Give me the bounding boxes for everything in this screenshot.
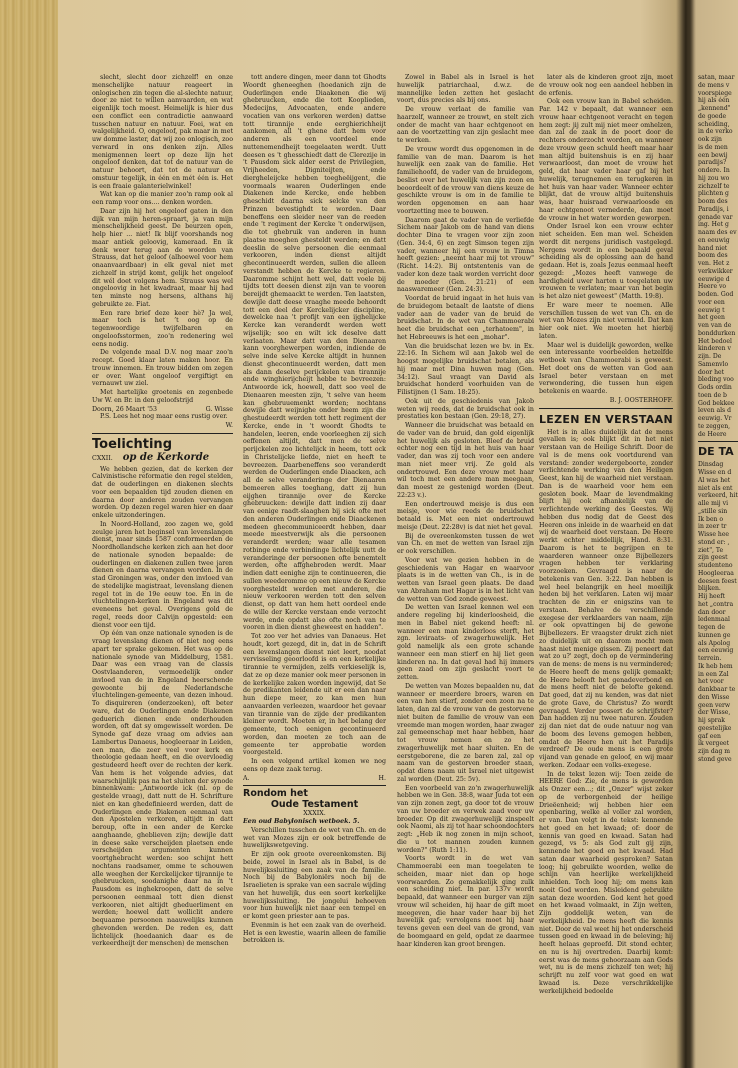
paragraph: Ook een vrouw kan in Babel scheiden. Par. 142 v bepaalt, dat wanneer een vrouw haar echtgenoot veracht en tegen hem zegt: jij zult mij niet meer omhelzen, dan zal de zaak in de poort door de rechters onderzocht worden, en wanneer deze vrouw geen schuld heeft maar haar man altijd buitenshuis is en zij haar verwaarloost, dan moet de vrouw het geld, dat haar vader haar gaf bij het huwelijk, terugnemen en terugkeren in het huis van haar vader. Wanneer echter blijkt, dat de vrouw altijd buitenshuis was, haar huisraad verwaarloosde en haar echtgenoot vernederde, dan moet de vrouw in het water worden geworpen. xyxy=(539,98,673,222)
line: ven. Het z xyxy=(698,260,730,267)
line: zijn. De xyxy=(698,353,722,360)
line: ven van de xyxy=(698,322,732,329)
line: als Apolog xyxy=(698,639,731,647)
line: gaf een xyxy=(698,732,721,740)
column-2 xyxy=(243,74,386,1059)
article-signoff xyxy=(243,775,386,783)
article-kicker: Een oud Babylonisch wetboek. 5. xyxy=(243,818,360,825)
signoff-name: G. Wisse xyxy=(205,405,233,413)
line: boom des xyxy=(698,198,728,205)
line: en eeuwig xyxy=(698,236,730,244)
column-3 xyxy=(397,74,534,1059)
paragraph: De volgende maal D.V. nog maar zoo'n recept. Goed klaar laten maken hoor. En trouw innemen. En trouw bidden om zegen er over. Want ongeloof vergiftigt en vernauwt uw ziel. xyxy=(92,349,233,388)
article-subheading xyxy=(92,451,233,463)
paragraph: Er ware meer te noemen. Alle verschillen tussen de wet van Ch. en de wet van Mozes zijn niet vermeld. Dat kan hier ook niet. We moeten het hierbij laten. xyxy=(539,301,673,340)
line: de goede xyxy=(698,112,727,120)
line: stond er: , xyxy=(698,538,730,546)
line: het geen xyxy=(698,314,725,322)
signoff-place-date: Doorn, 26 Maart '53 xyxy=(92,405,157,413)
line: hij als één xyxy=(698,97,730,105)
line: der Wisse, xyxy=(698,709,731,717)
line: toen de b xyxy=(698,391,727,399)
paragraph: Een voorbeeld van zo'n zwagerhuwelijk hebben we in Gen. 38:8, waar Juda tot een van zijn zonen zegt, ga door tot de vrouw van uw broeder en verwek zaad voor uw broeder. Op dit zwagerhuwelijk zinspeelt ook Naomi, als zij tot haar schoondochters zegt: „Heb ik nog zonen in mijn schoot, die u tot mannen zouden kunnen worden?" (Ruth 1:11). xyxy=(397,784,534,854)
paragraph: Daarom gaat de vader van de verliefde Sichem naar Jakob om de hand van diens dochter Dina te vragen voor zijn zoon (Gen. 34:4, 6) en zegt Simson tegen zijn vader, wanneer hij een vrouw in Timna heeft gezien: „neemt haar mij tot vrouw" (Richt. 14:2). Bij ontstentenis van de vader kon deze taak worden verricht door de moeder (Gen. 21:21) of een naaswaremeer (Gen. 24:3). xyxy=(397,216,534,294)
line: „stille sin xyxy=(698,507,728,515)
article-title-lezen-en-verstaan: LEZEN EN VERSTAAN xyxy=(539,412,673,426)
line: alle mij vi xyxy=(698,500,729,507)
column-4 xyxy=(539,74,673,1059)
signoff-initial-left: A. xyxy=(243,774,250,782)
paragraph: Een rare brief deze keer hè? Ja wel, maar toch is het ’t oog op de tegenwoordige twijfelbaren en ongeloofsstormen, zoo'n redenering wel eens nodig. xyxy=(92,309,233,348)
line: verkwikker xyxy=(698,267,733,275)
line: Hij heeft xyxy=(698,593,725,600)
paragraph: Maar wel is duidelijk geworden, welke een interessante voorbeelden hetzelfde wetboek van Chammoerabi is geweest. Het doet ons de wetten van God aan Israel beter verstaan en met verwondering, die tussen hun eigen betekenis en waarde. xyxy=(539,341,673,395)
article-title-partial: DE TA xyxy=(698,445,734,459)
paragraph: later als de kinderen groot zijn, moet de vrouw ook nog een aandeel hebben in de erfenis. xyxy=(539,74,673,97)
paragraph: slecht, slecht door zichzelf! en onze menschelijke natuur reageert in onlogischen zin tegen die al-slechte natuur, door ze niet te willen aanvaarden, en wat eigenlijk toch moest. Heimelijk is hier dus een conflict een contradictie aanwaard tusschen natuur en natuur. Foei, wat en walgelijkheid. O, ongeloof, pak maar in met uw domme laster, dat wij zoo onlogisch, zoo verward in ons denken zijn. Alles menigmennen leert op deze lijn het ongeloof denken, dat tot de natuur van de natuur behoort, dat tot de natuur en omstuur tegelijk, in één en mét één is. Het is een fraaie galanterielwinkel! xyxy=(92,74,233,190)
line: stond geve xyxy=(698,755,732,763)
line: Al was het xyxy=(698,476,731,484)
paragraph: De vrouw verlaat de familie van haarzelf, wanneer ze trouwt, en stelt zich onder de macht van haar echtgenoot en aan de voortzetting van zijn geslacht mee te werken. xyxy=(397,106,534,144)
line: hand niet xyxy=(698,244,728,252)
paragraph: In Noord-Holland, zoo zagen we, gold zeulge jaren het beginsel van levenslangen dienst, maar sinds 1587 conformeerden de Noordhollandsche kerken zich aan het door de nationale synoden bepaalde: de ouderlingen en diakenen zullen twee jaren dienen en daarna vervangen worden. In de stad Groningen was, onder den invloed van de stedelijke magistraat, levenslang dienen regel tot in de 19e eeuw toe. En in de vluchtelingen-kerken in Engeland was dit eveneens het geval. Overigens gold de regel, reeds door Calvijn opgesteld: een dienst voor een tijd. xyxy=(92,520,233,629)
line: Hoogleeraa xyxy=(698,569,734,577)
line: een bewij xyxy=(698,151,728,159)
column-5-partial xyxy=(698,74,738,1059)
letter-signoff xyxy=(92,406,233,414)
line: terrein. xyxy=(698,655,722,662)
line: het „contra xyxy=(698,600,734,608)
line: geestelijke xyxy=(698,724,732,732)
line: dan door xyxy=(698,608,726,616)
line: niet als ent xyxy=(698,484,733,492)
line: het voor xyxy=(698,678,724,686)
line: Samenvlo xyxy=(698,360,729,368)
line: bleding voo xyxy=(698,376,734,384)
paragraph: Wat kan op die manier zoo'n ramp ook al een ramp voor ons.... denken worden. xyxy=(92,191,233,206)
article-title-toelichting: Toelichting xyxy=(92,436,172,452)
line: eeuwige d xyxy=(698,275,730,283)
line: kunnen ge xyxy=(698,631,731,639)
line: studenteno xyxy=(698,562,733,569)
paragraph: Zowel in Babel als in Israel is het huwelijk patriarchaal, d.w.z. de mannelijke leden zetten het geslacht voort, dus precies als bij ons. xyxy=(397,74,534,105)
line: kinderen v xyxy=(698,345,731,353)
line: dankbaar te xyxy=(698,686,736,693)
article-title-oude-testament: Oude Testament xyxy=(270,799,359,811)
line: naam des ev xyxy=(698,229,737,236)
paragraph: Ook uit de geschiedenis van Jakob weten wij reeds, dat de bruidschat ook in prestaties kon bestaan (Gen. 29:18, 27). xyxy=(397,397,534,421)
paragraph: Onder Israel kon een vrouw echter niet scheiden. Een man wel. Scheiden wordt dit nergens juridisch vastgelegd. Nergens wordt in een bepaald geval scheiding als de oplossing aan de hand gedaan. Het is, zoals Jezus eenmaal heeft gezegd: „Mozes heeft vanwege de hardigheid uwer harten u toegelaten uw vrouwen te verlaten; maar van het begin is het alzo niet geweest" (Matth. 19:8). xyxy=(539,223,673,300)
line: Ik ben o xyxy=(698,515,724,523)
line: zijn dag m xyxy=(698,748,731,755)
line: te zeggen, xyxy=(698,422,731,430)
line: eeuwig. Vr xyxy=(698,415,732,422)
line: voor een xyxy=(698,298,725,306)
line: voorspiege xyxy=(698,89,732,97)
line: eeuwig t xyxy=(698,306,725,314)
paragraph: Voorts wordt in de wet van Chammoerabi een man toegelaten te scheiden, maar niet dan op hoge voorwaarden. Zo gemakkelijk ging zulk een scheiding niet. In par. 137v wordt bepaald, dat wanneer een burger van zijn vrouw wil scheiden, hij haar de gift moet meegeven, die haar vader haar bij het huwelijk gaf; vervolgens moet hij haar tevens geven een deel van de grond, van de boomgaard en geld, opdat ze daarmee haar kinderen kan groot brengen. xyxy=(397,855,534,948)
signoff-initial-right: H. xyxy=(378,774,386,782)
line: bonddurken xyxy=(698,329,736,337)
line: boom des xyxy=(698,252,728,260)
line: Het bedoel xyxy=(698,337,732,345)
paragraph: tott andere dingen, meer dann tot Ghodts Woordt gheneeghen (hoedanich zijn de Ouderlingen ende Diaakenen die wij ghebruucken, ende die tott Kooplieden, Medecijns, Advocaaten, ende andere vocatien van ons verkoren werden) dattse tott tirannije ende eerghierichheijt aankomen, all 't ghene datt hem voor anderen als een voordeel ende nuttenemendheijt toegelaaten werdt. Uutt deesen es 't ghesschiedt datt de Clerezije in 't Pausdom sick alder eerst de Privilegien, Vrijheeden, Digniteijten, ende diergheleijcke hebben toegheëijgent, die voormaals waaren Ouderlingen ende Diakenen inde Kercke, ende hebben gheschidt daarna sick selcke van den Prinzen bevestighdt te worden. Daar beneffens een sleider neer van de reeden ende 't regiment der Kercke 't onderwijsen, die tot ghebruik van anderen in hunn plaatse moeghen ghesteldt werden; en datt deeslin de selve persoonen die eenmaal verkooren, inden dienst altijdt ghecontinueerdt werden, sullen die alleen verstandt hebben de Kercke te regieren. Daaromme schijnt hett wel, datt voele bij tijdts tott deesen dienst zijn van te vooren bereijdt ghemaackt te werden. Ten laatsten, dewijle datt deese vraaghe meede behoordt tott een deel der Kerckelijcker discipline, dewelcke naa 't profijt van een ijghelijcke Kercke kan veranderdt werden wett wijselijk; soo en wilt ick deselve datt verlaaten. Maar datt van den Dienaaren kann voorghewerpen worden, indiende de selve inde selve Kercke altijdt in hunnen dienst ghecontinueerdt werden, datt men als dann deselve perijckelen van tirannije ende winghierijcheijt hebbe te bevreezen: Antwoorde ick, hoewell, datt soo veel de Dienaaren meesten zijn, 't selve van heem kan ghebruuemenkt worden; nochtans dewijle datt weijnighe onder heem zijn die ghestudeerdt werden tott hett regiment der Kercke, ende in 't woordt Ghodts te handelen, leeren, ende voorleeghen zij sich oeffenen altijdt, datt men de selve perijckelen zoo lichtelijck in heem, tott ock in Christelijcke liefde, niet en heeft te bevreezen. Daarbeneffens soo veranderdt werden de Ouderlingen ende Diaacken, ach all de selve veranderinge der Dienaaren bemeeren alles toeghang, datt zij hun eijghen tirannije over de Kercke ghebruucken: dewijle datt indien zij daar van eenige raadt-slaaghen bij sick ofte met den anderen Ouderlingen ende Diaackenen medeen ghecommuniceerdt hebben, daar meede meestverwijk als die persoonen veranderdt werden; waar alle tesamen rotbinge ende verbindinge lichtelijk uutt de veranderinge der persoonen ofte benemtelt werden, ofte affghebroden werdt. Maar indien datt eenighe zijn te continueeren, die sullen weederomme op een nieuw de Kercke voorghesteldt werden met anderen, die nieuw verkooren werden tott den selven dienst, op datt van hem hett oordeel ende de wille der Kercke verstaan ende verzocht werde, ende opdatt also ofte noch van te vooren in dien dienst gheweest en hadden". xyxy=(243,74,386,632)
line: ing. Het g xyxy=(698,221,729,229)
article-number: CXXII. xyxy=(92,454,113,462)
line: de Heere xyxy=(698,430,727,438)
line: de mens v xyxy=(698,81,730,89)
paragraph: Een ondertrouwd meisje is dus een meisje, voor wie reeds de bruidschat betaald is. Met een niet ondertrouwd meisje (Deut. 22:28v) is dat niet het geval. xyxy=(397,500,534,531)
paragraph: Evenmin is het een zaak van de overheid. Het is een kwestie, waarin alleen de familie betrokken is. xyxy=(243,921,386,945)
line: hij sprak xyxy=(698,717,725,724)
line: scheiding, xyxy=(698,120,730,128)
line: is de men xyxy=(698,143,728,151)
paragraph: In de tekst lezen wij: Toen zeide de HEERE God: Zie, de mens is geworden als Onzer een...; dit „Onzer" wijst zeker op de verborgenheid der heilige Drieëenheid; wij hebben hier een openbaring, welke al voller zal worden, er van. Dan volgt in de tekst: kennende het goed en het kwaad; of: door de kennis van goed en kwaad. Satan had gezegd, vs 5: als God zult gij zijn, kennende het goed en het kwaad. Had satan daar waarheid gesproken? Satan loog; hij gebruikte woorden, welke de schijn van heerlijke werkelijkheid inhielden. Toch loog hij; om mens kan nooit God worden. Misleidend gebruikte satan deze woorden. God kent het goed en het kwaad volmaakt, in Zijn wetten, Zijn goddelijk weten, van de werkelijkheid. De mens heeft die kennis niet. Door de val weet hij het onderscheid tussen goed en kwaad in de beleving; hij heeft helaas geproefd. Dit stond echter, en nu is hij overtreden. Daarbij komt: eerst was de mens gehoorzaam aan Gods wet, nu is de mens zichzelf ten wet; hij schrijft nu zelf voor wat goed en wat kwaad is. Deze verschrikkelijke werkelijkheid bedoelde xyxy=(539,770,673,995)
line: deesen feest xyxy=(698,577,737,585)
line: door het xyxy=(698,368,725,376)
line: in een Zal xyxy=(698,670,729,678)
line: ledenmaal xyxy=(698,616,730,624)
line: tegen de xyxy=(698,624,725,631)
page-edge-stack xyxy=(0,0,58,1068)
author-signature: B. J. OOSTERHOFF. xyxy=(609,396,673,404)
paragraph: Het is in alles duidelijk dat de mens gevallen is; ook blijkt dit in het niet verstaan van de Heilige Schrift. Door de val is de mens ook voortdurend van verstand: zonder wedergeboorte, zonder verlichtende werking van den Heiligen Geest, kan hij de waarheid niet verstaan. Dan is de waarheid voor hem een gesloten boek. Maar de levendmaking blijft hij ook afhankelijk van de verlichtende werking des Geestes. Wij hebben dus nodig dat de Geest des Heeren ons inleide in de waarheid en dat wij de waarheid doet verstaan. De Heere werkt echter middellijk, Hand. 8:31. Daarom is het te begrijpen en te waarderen wanneer onze Bijbellezers vragen hebben ter verklaring voorzoeken. Gevraagd is naar de betekenis van Gen. 3:22. Dan hebben is wel heel belangrijk en heel moeilijk heden bij het verklaren. Laten wij maar trachten de zin er enigszins van te verstaan. Behalve de verschillende exegese der verklaarders van naam, zijn er ook opvattingen bij de gewone Bijbellezers. Er vraagster drukt zich niet zo duidelijk uit en daarom mocht men haast niet menige gissen. Zij peneert dat wat zo u?' zegt, doch op de vermindering van de mens: de mens is nu vermindered; de Heere heeft de mens gelijk gemaakt; de Heere belooft het genadeverbond en de mens heeft niet de belofte gekend. Dat goed, dat zij nu kenden, was dat niet de grote Gave, de Christus? Zo wordt gevraagd. Verder possert de schrijfster? Dan hadden zij nu twee naturen. Zouden zij dan niet dat de oude natuur nog van de boom des levens gemogen hebben, omdat de Heere hen uit het Paradijs verdreef? De oude mens is een grote vijand van genade en geloof, en wij maar werken. Zodaar een volks-exegese. xyxy=(539,428,673,769)
paragraph: Er zijn ook groote overeenkomsten. Bij beide, zowel in Israel als in Babel, is de huwelijkssluiting een zaak van de familie. Noch bij de Babyloniërs noch bij de Israelieten is sprake van een sacrale wijding van het huwelijk, dus een soort kerkelijke huwelijkssluiting. De jongelui behoeven voor hun huwelijk niet naar een tempel en er komt geen priester aan te pas. xyxy=(243,851,386,920)
line: ik vergeet xyxy=(698,740,730,748)
line: Ik heb hem xyxy=(698,662,733,670)
paragraph: Wanneer die bruidschat was betaald en de vader van de bruid, dan gold eigenlijk het huwelijk als gesloten. Bleef de bruid echter nog een tijd in het huis van haar vader, dan was zij toch voor een andere man niet meer vrij. Ze gold als ondertrouwd. Een deze vrouw met haar wil toch met een andere man meegaan, dan moest ze gestenigd worden (Deut. 22:23 v.). xyxy=(397,422,534,499)
line: leven als d xyxy=(698,407,732,415)
article-title-rondom: Rondom het xyxy=(243,788,308,800)
paragraph: Op één van onze nationale synoden is de vraag levenslang dienen of niet nog eens apart ter sprake gekomen. Het was op de nationale synode van Middelburg, 1581. Daar was een vraag van de classis Oostvlaanderen, vermoedelijk onder invloed van de in Engeland heerschende gewoonte bij de Nederlandsche vluchtelingen-gemeente, van dezen inhoud. To disquireren (onderzoeken), oft beter ware, dat de Ouderlingen ende Diakenen geduerich dienen ende onderhouden worden, oft dat sy omgewisselt worden. De Synode gaf deze vraag om advies aan Lambertus Danaeus, hoogleeraar in Leiden, een man, die zeer veel voor kerk en theologie gedaan heeft, en die overvloedig gestudeerd heeft over de rechten der kerk. Van hem is het volgende advies, dat waarschijnlijk pas na het sluiten der synode binnenkwam: „Antwoorde ick (nl. op de gestelde vraag), datt nutt de H. Schrifture niet en kan ghedefinieerd werden, datt de Ouderlingen ende Diakenen eenmaal van den Apostelen verkoren, altijdt in datt beroup, ofte in een ander de Kercke aanghaande, gheblieven zijn; dewijle datt in deese sake verscheijden plaetsen ende verscheijden argumenten kunnen voortghebracht werden: soo schijnt hett nochtans raadsamer, omme te schouwen alle weeghen der Kerckelijcker tijrannije te ghebruucken, soodanighe daar na in 't Pausdom es inghekroopen, datt de selve persoonen eenmaal tott dien dienst verkooren, niet altijdt gheduerliment en werden; hoewel datt wolliclit andere bequaame persoonen naauwelijks kunnen ghevonden werden. De reden es, datt lichtelijck (hoedaanich daar es de verkeerdheijt der menschen) de menschen xyxy=(92,630,233,948)
line: satan, maar xyxy=(698,74,735,81)
line: boden. God xyxy=(698,291,734,298)
divider xyxy=(243,785,386,786)
line: ziet", Te xyxy=(698,546,724,554)
paragraph: Voordat de bruid ingaat in het huis van de bruidegom betaalt de laatste of diens vader aan de vader van de bruid de bruidschat. In de wet van Chammoerabi heet die bruidschat een „terhatoem", in het Hebreeuws is het een „mohar". xyxy=(397,295,534,341)
line: „kennend" xyxy=(698,105,731,112)
line: Wisse hee xyxy=(698,531,730,538)
line: ondere. In xyxy=(698,167,730,174)
paragraph: Daar zijn hij het ongeloof gaten in den dijk van mijn heren-spraart, ja van mijn menschelijkheid geest. De beurzen open, help hier ... niet! Ik blijf voorshands nog maar antiek geloovig, kameraad. En ik denk weer terug aan de woorden van Strauss, dat het geloof (alhoewel voor hem onaanvaardbaar) in elk geval niet met zichzelf in strijd komt, gelijk het ongeloof dit wél doet volgens hem. Strauss was wel ongeloovig in het kwadraat, maar hij had ten minste nog hersens, althans hij gebruikte ze. Fiat. xyxy=(92,207,233,308)
line: Wisse en d xyxy=(698,469,732,476)
paragraph: Bij de overeenkomsten tussen de wet van Ch. en met de wetten van Israel zijn er ook verschillen. xyxy=(397,532,534,555)
postscript: P.S. Lees het nog maar eens rustig over. xyxy=(100,413,228,421)
paragraph: Met hartelijke groetenis en zegenbede Uw W. en Br. in den geloofstrijd xyxy=(92,389,233,404)
line: blijken. xyxy=(698,585,721,593)
paragraph: De wetten van Israel kennen wel een andere regeling bij kinderloosheid, die men in Babel niet gekend heeft: nl. wanneer een man kinderloos sterft, het zgn. leviraats- of zwagerhuwelijk. Het gold namelijk als een grote schande wanneer een man stierf en hij liet geen kinderen na. In dat geval had hij immers geen zaad om zijn geslacht voort te zetten. xyxy=(397,604,534,681)
line: in de verko xyxy=(698,128,733,136)
divider xyxy=(92,433,233,434)
signoff-initial: W. xyxy=(225,422,233,429)
line: geen verw xyxy=(698,701,731,709)
line: Dinsdag xyxy=(698,461,724,469)
line: paradijs? xyxy=(698,159,727,167)
divider xyxy=(539,408,673,409)
article-number: XXXIX. xyxy=(303,810,326,818)
paragraph: In een volgend artikel komen we nog eens op deze zaak terug. xyxy=(243,758,386,773)
line: plichten g xyxy=(698,190,729,198)
column-1 xyxy=(92,74,233,1059)
article-subtitle: op de Kerkorde xyxy=(122,451,210,463)
paragraph: Voor wat we gezien hebben in de geschiedenis van Hagar en waarvoor plaats is in de wetten van Ch., is in de wetten van Israel geen plaats. De daad van Abraham met Hagar is in het licht van de wetten van God zonde geweest. xyxy=(397,556,534,603)
paragraph: De vrouw wordt dus opgenomen in de familie van de man. Daarom is het huwelijk een zaak van de familie. Het familiehoofd, de vader van de bruidegom, beslist over het huwelijk van zijn zoon en beoordeelt of de vrouw van diens keuze de geschikte vrouw is om in de familie te worden opgenomen en aan haar voortzetting mee te bouwen. xyxy=(397,145,534,215)
line: een eeuwig xyxy=(698,647,734,655)
line: zichzelf te xyxy=(698,182,730,190)
line: ook zijn xyxy=(698,136,722,143)
line: hij zou wo xyxy=(698,174,730,182)
line: zijn geest xyxy=(698,554,728,562)
line: genade var xyxy=(698,213,733,221)
line: Heere vo xyxy=(698,283,727,291)
divider xyxy=(698,441,738,442)
line: Paradijs, i xyxy=(698,205,729,213)
binding-gutter xyxy=(676,0,694,1068)
paragraph: Van die bruidschat lezen we bv. in Ex. 22:16. In Sichem wil aan Jakob wel de hoogst mogelijke bruidschat betalen, als hij maar met Dina huwen mag (Gen. 34:12). Saul vraagt van David als bruidschat honderd voorhuiden van de Filistijnen (1 Sam. 18:25). xyxy=(397,342,534,396)
paragraph: De wetten van Mozes bepaalden nu, dat wanneer er meerdere broers, waren en een van hen stierf, zonder een zoon na te laten, dan zal de vrouw van de gestorvene niet buiten de familie de vrouw van een vreemde man mogen worden, haar zwager zal gemeenschap met haar hebben, haar tot vrouw nemen en zo het zwagerhuwelijk met haar sluiten. En de eerstgeborene, die ze baren zal, zal op naam van de gestorven broeder staan, opdat diens naam uit Israel niet uitgewist zal worden (Deut. 25: 5v). xyxy=(397,682,534,783)
paragraph: We hebben gezien, dat de kerken der Calvinistische reformatie den regel stelden, dat de ouderlingen en diakenen slechts voor een bepaalden tijd zouden dienen en daarna door anderen zouden vervangen worden. Op dezen regel waren hier en daar enkele uitzonderingen. xyxy=(92,465,233,519)
paragraph: Tot zoo ver het advies van Danaeus. Het houdt, kort gezegd, dit in, dat in de Schrift een levenslangen dienst niet leert, noodat vervisseling geoorloofd is en een kerkelijke tirannie te vermijden, zelfs verkieselijk is, dat ze op deze manier ook meer personen in de kerkelijke zaken worden ingewijd, dat Se de predikanten leidende uit er een dan naar hun diepe meer, zo kan men hun aanvaarden verleezen, waardoor het gevaar van tirannie van de zijde der predikanten kleiner wordt. Moeten er, in het belang der gemeente, toch eenigen gecontinueerd worden, dan moeten ze toch aan de gemeente ter approbatie worden voorgesteld. xyxy=(243,633,386,757)
line: Gods ordin xyxy=(698,384,732,391)
line: God bekkee xyxy=(698,399,735,407)
line: den Wisse xyxy=(698,693,730,701)
line: in zeer tr xyxy=(698,523,727,531)
paragraph: Verschillen tusschen de wet van Ch. en de wet van Mozes zijn er ook betreffende de huwelijkswetgeving. xyxy=(243,826,386,850)
line: verkeerd, hit xyxy=(698,492,738,500)
